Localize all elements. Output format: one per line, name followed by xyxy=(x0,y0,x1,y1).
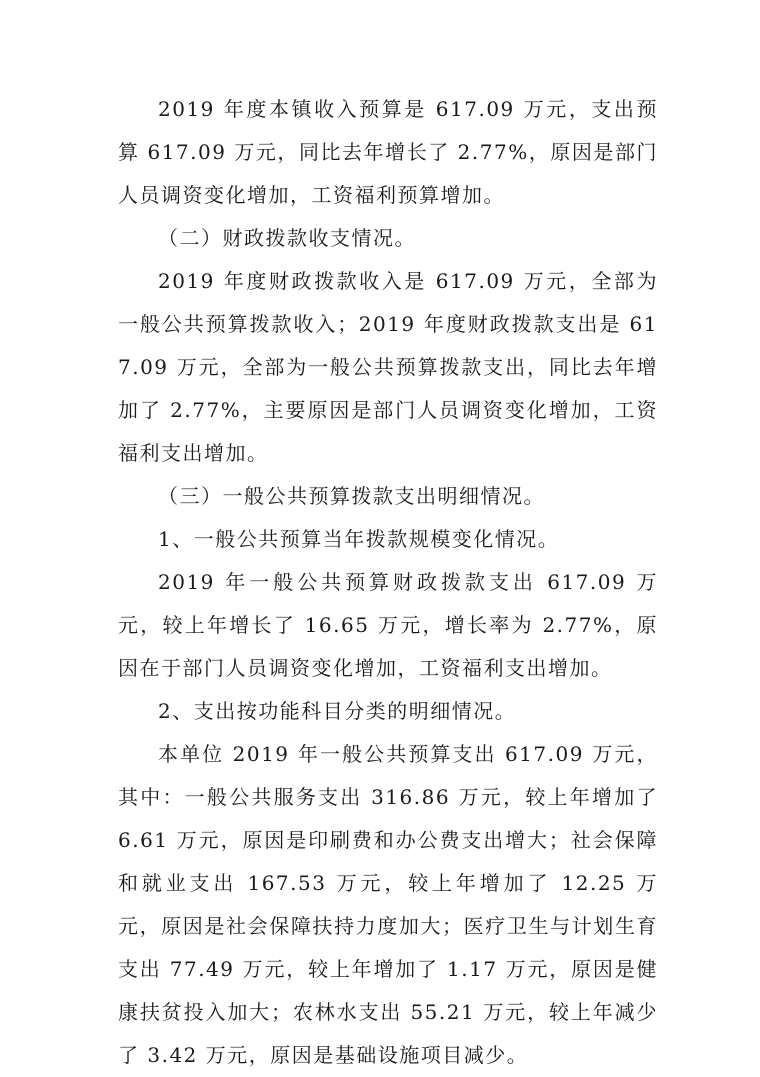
heading-functional-detail: 2、支出按功能科目分类的明细情况。 xyxy=(158,699,517,723)
heading-fiscal-appropriation: （二）财政拨款收支情况。 xyxy=(158,226,416,250)
paragraph-budget-summary: 2019 年度本镇收入预算是 617.09 万元，支出预算 617.09 万元，同比去年增长了 2.77%，原因是部门人员调资变化增加，工资福利预算增加。 xyxy=(118,97,658,207)
paragraph-functional-detail: 本单位 2019 年一般公共预算支出 617.09 万元，其中：一般公共服务支出 316.86 万元，较上年增加了 6.61 万元，原因是印刷费和办公费支出增大；社会保障和就业支出 167.53 万元，较上年增加了 12.25 万元，原因是社会保障扶持力度加大；医疗卫生与计划生育支出 77.49 万元，较上年增加了 1.17 万元，原因是健康扶贫投入加大；农林水支出 55.21 万元，较上年减少了 3.42 万元，原因是基础设施项目减少。 xyxy=(118,742,658,1067)
paragraph-fiscal-appropriation: 2019 年度财政拨款收入是 617.09 万元，全部为一般公共预算拨款收入；2019 年度财政拨款支出是 617.09 万元，全部为一般公共预算拨款支出，同比去年增加了 2.77%，主要原因是部门人员调资变化增加，工资福利支出增加。 xyxy=(118,269,658,465)
heading-general-budget-detail: （三）一般公共预算拨款支出明细情况。 xyxy=(158,484,545,508)
heading-scale-change: 1、一般公共预算当年拨款规模变化情况。 xyxy=(158,527,560,551)
document-page xyxy=(118,88,658,1077)
paragraph-scale-change: 2019 年一般公共预算财政拨款支出 617.09 万元，较上年增长了 16.65 万元，增长率为 2.77%，原因在于部门人员调资变化增加，工资福利支出增加。 xyxy=(118,570,658,680)
